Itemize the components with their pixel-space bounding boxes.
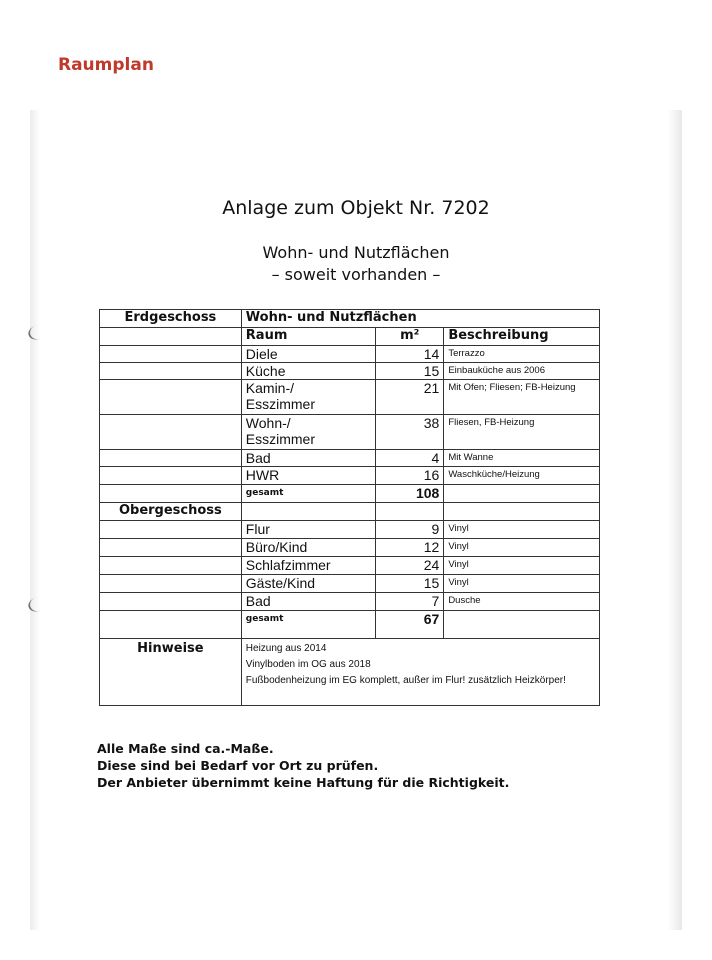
room-description: Mit Wanne (444, 450, 600, 467)
col-header-raum: Raum (241, 328, 375, 346)
room-name: Flur (241, 521, 375, 539)
og-total-value: 67 (376, 611, 444, 639)
room-area: 15 (376, 363, 444, 380)
room-description: Vinyl (444, 521, 600, 539)
empty-cell (376, 503, 444, 521)
room-description: Einbauküche aus 2006 (444, 363, 600, 380)
scan-edge-left (30, 110, 40, 930)
room-description: Vinyl (444, 575, 600, 593)
room-name: Kamin-/ Esszimmer (241, 380, 375, 415)
empty-cell (100, 593, 242, 611)
hinweis-line: Vinylboden im OG aus 2018 (245, 659, 371, 670)
footer-disclaimer (97, 740, 509, 791)
table-row (100, 593, 600, 611)
table-row (100, 521, 600, 539)
hinweise-row (100, 639, 600, 706)
table-header-row (100, 328, 600, 346)
table-row (100, 415, 600, 450)
room-area: 15 (376, 575, 444, 593)
room-name: Schlafzimmer (241, 557, 375, 575)
room-name: HWR (241, 467, 375, 485)
room-area: 4 (376, 450, 444, 467)
room-description: Vinyl (444, 539, 600, 557)
table-row (100, 450, 600, 467)
table-row (100, 539, 600, 557)
room-description: Dusche (444, 593, 600, 611)
table-row (100, 557, 600, 575)
document-subtitle-note: – soweit vorhanden – (271, 265, 441, 284)
eg-total-label: gesamt (241, 485, 375, 503)
table-row (100, 467, 600, 485)
hinweis-line: Fußbodenheizung im EG komplett, außer im Flur! zusätzlich Heizkörper! (245, 675, 566, 686)
room-name: Gäste/Kind (241, 575, 375, 593)
footer-line: Diese sind bei Bedarf vor Ort zu prüfen. (97, 758, 379, 773)
empty-cell (100, 415, 242, 450)
room-description: Waschküche/Heizung (444, 467, 600, 485)
table-row (100, 380, 600, 415)
footer-line: Der Anbieter übernimmt keine Haftung für die Richtigkeit. (97, 775, 510, 790)
empty-cell (100, 328, 242, 346)
room-area: 16 (376, 467, 444, 485)
room-area: 14 (376, 346, 444, 363)
hinweis-line: Heizung aus 2014 (245, 643, 327, 654)
room-description: Terrazzo (444, 346, 600, 363)
empty-cell (100, 346, 242, 363)
empty-cell (100, 485, 242, 503)
og-total-row (100, 611, 600, 639)
eg-total-row (100, 485, 600, 503)
empty-cell (100, 611, 242, 639)
room-area: 24 (376, 557, 444, 575)
room-name: Diele (241, 346, 375, 363)
obergeschoss-label: Obergeschoss (100, 503, 242, 521)
room-name: Bad (241, 450, 375, 467)
empty-cell (100, 363, 242, 380)
empty-cell (100, 450, 242, 467)
room-description: Mit Ofen; Fliesen; FB-Heizung (444, 380, 600, 415)
document-title: Anlage zum Objekt Nr. 7202 (222, 197, 490, 219)
empty-cell (444, 485, 600, 503)
section-header: Wohn- und Nutzflächen (241, 310, 599, 328)
room-name: Bad (241, 593, 375, 611)
room-description: Fliesen, FB-Heizung (444, 415, 600, 450)
room-area: 9 (376, 521, 444, 539)
empty-cell (100, 467, 242, 485)
empty-cell (444, 503, 600, 521)
table-row (100, 346, 600, 363)
empty-cell (241, 503, 375, 521)
col-header-beschreibung: Beschreibung (444, 328, 600, 346)
room-description: Vinyl (444, 557, 600, 575)
room-name: Büro/Kind (241, 539, 375, 557)
room-area: 38 (376, 415, 444, 450)
room-area: 21 (376, 380, 444, 415)
table-row (100, 575, 600, 593)
document-subtitle: Wohn- und Nutzflächen (262, 243, 450, 262)
room-name: Küche (241, 363, 375, 380)
eg-total-value: 108 (376, 485, 444, 503)
room-area: 12 (376, 539, 444, 557)
empty-cell (100, 557, 242, 575)
empty-cell (100, 539, 242, 557)
og-total-label: gesamt (241, 611, 375, 639)
table-row (100, 363, 600, 380)
hinweise-label: Hinweise (100, 639, 242, 706)
hinweise-text (241, 639, 599, 706)
page-label: Raumplan (58, 55, 154, 75)
scan-edge-right (668, 110, 682, 930)
room-area: 7 (376, 593, 444, 611)
erdgeschoss-label: Erdgeschoss (100, 310, 242, 328)
room-name: Wohn-/ Esszimmer (241, 415, 375, 450)
empty-cell (100, 380, 242, 415)
room-table (99, 309, 600, 706)
empty-cell (100, 521, 242, 539)
footer-line: Alle Maße sind ca.-Maße. (97, 741, 274, 756)
table-row (100, 310, 600, 328)
empty-cell (444, 611, 600, 639)
og-header-row (100, 503, 600, 521)
col-header-m2: m² (376, 328, 444, 346)
empty-cell (100, 575, 242, 593)
